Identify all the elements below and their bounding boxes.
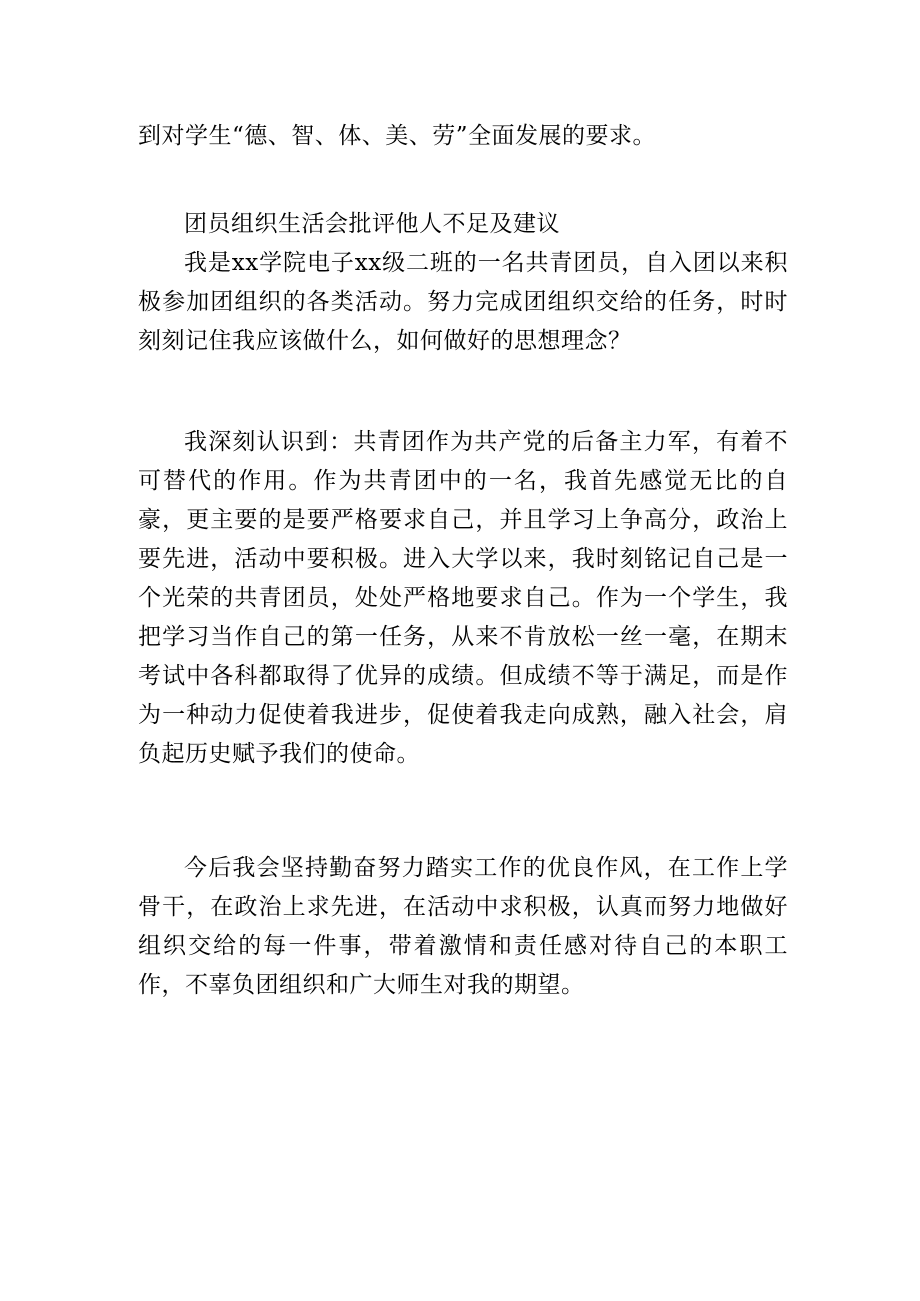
paragraph-reflection: 我深刻认识到：共青团作为共产党的后备主力军，有着不可替代的作用。作为共青团中的一名，我首先感觉无比的自豪，更主要的是要严格要求自己，并且学习上争高分，政治上要先进，活动中要积极。进入大学以来，我时刻铭记自己是一个光荣的共青团员，处处严格地要求自己。作为一个学生，我把学习当作自己的第一任务，从来不肯放松一丝一毫，在期末考试中各科都取得了优异的成绩。但成绩不等于满足，而是作为一种动力促使着我进步，促使着我走向成熟，融入社会，肩负起历史赋予我们的使命。 xyxy=(138,429,788,767)
paragraph-commitment: 今后我会坚持勤奋努力踏实工作的优良作风，在工作上学骨干，在政治上求先进，在活动中求积极，认真而努力地做好组织交给的每一件事，带着激情和责任感对待自己的本职工作，不辜负团组织和广大师生对我的期望。 xyxy=(138,855,788,998)
paragraph-continuation: 到对学生“德、智、体、美、劳”全面发展的要求。 xyxy=(138,123,657,149)
paragraph-intro: 我是xx学院电子xx级二班的一名共青团员，自入团以来积极参加团组织的各类活动。努力完成团组织交给的任务，时时刻刻记住我应该做什么，如何做好的思想理念？ xyxy=(138,250,788,354)
section-title: 团员组织生活会批评他人不足及建议 xyxy=(184,211,560,237)
